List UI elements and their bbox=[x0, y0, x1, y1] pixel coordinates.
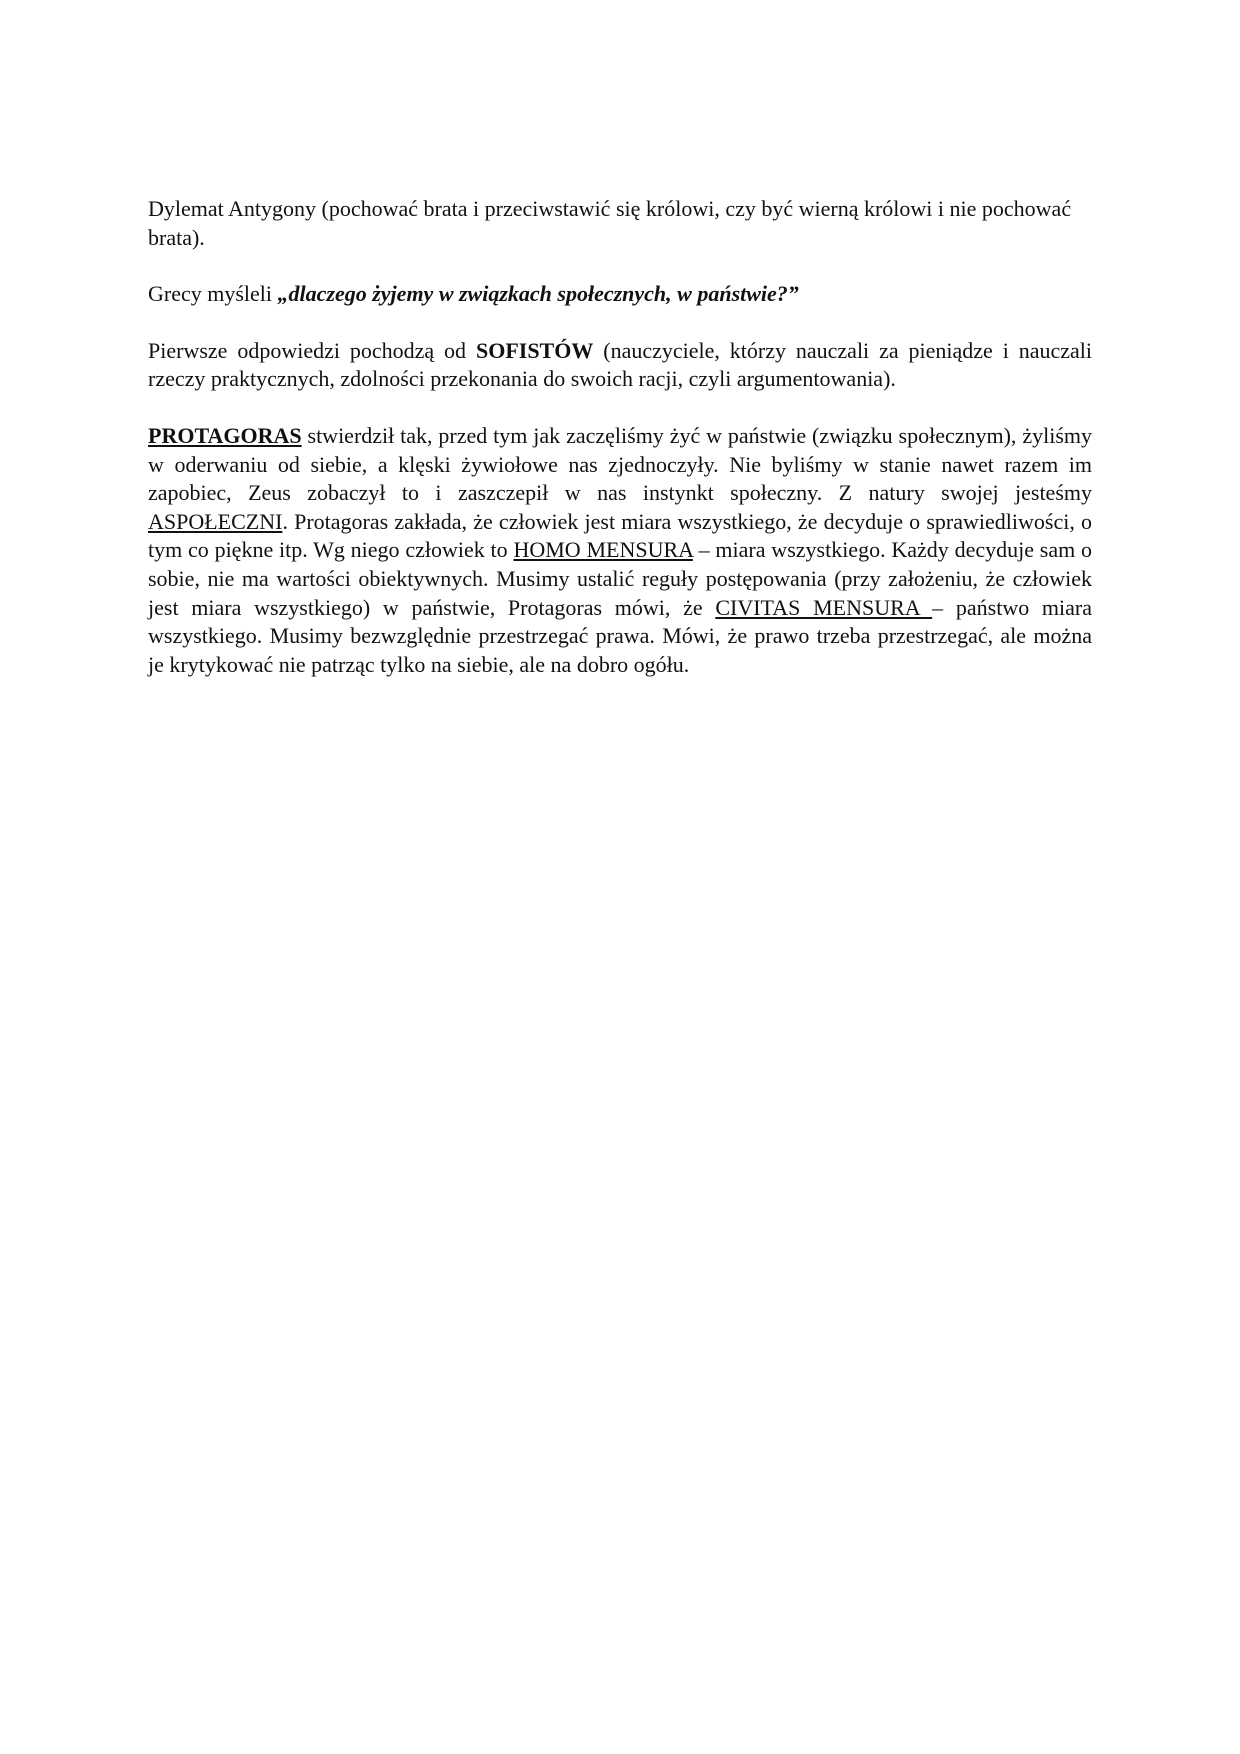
greek-question-quote: „dlaczego żyjemy w związkach społecznych, w państwie?” bbox=[277, 281, 799, 307]
protagoras-text-2: . Protagoras zakłada, że człowiek jest miara wszystkiego, że decyduje o sprawiedliwości, o tym co piękne itp. Wg niego człowiek to bbox=[148, 508, 1092, 563]
protagoras-text-4: – państwo miara wszystkiego. Musimy bezwzględnie przestrzegać prawa. Mówi, że prawo trzeba przestrzegać, ale można je krytykować nie patrząc tylko na siebie, ale na dobro ogółu. bbox=[148, 594, 1093, 677]
sophists-lead: Pierwsze odpowiedzi pochodzą od bbox=[148, 337, 476, 363]
term-homo-mensura: HOMO MENSURA bbox=[513, 537, 693, 563]
paragraph-protagoras bbox=[148, 422, 1092, 679]
protagoras-name: PROTAGORAS bbox=[148, 422, 302, 448]
paragraph-greek-question bbox=[148, 280, 1092, 309]
protagoras-text-3: – miara wszystkiego. Każdy decyduje sam o sobie, nie ma wartości obiektywnych. Musimy ustalić reguły postępowania (przy założeniu, że człowiek jest miara wszystkiego) w państwie, Protagoras mówi, że bbox=[148, 537, 1092, 620]
protagoras-text-1: stwierdził tak, przed tym jak zaczęliśmy żyć w państwie (związku społecznym), żyliśmy w oderwaniu od siebie, a klęski żywiołowe nas zjednoczyły. Nie byliśmy w stanie nawet razem im zapobiec, Zeus zobaczył to i zaszczepił w nas instynkt społeczny. Z natury swojej jesteśmy bbox=[148, 422, 1092, 506]
term-civitas-mensura: CIVITAS MENSURA bbox=[715, 594, 933, 620]
paragraph-antigone-dilemma bbox=[148, 195, 1092, 252]
greek-question-lead: Grecy myśleli bbox=[148, 281, 278, 307]
document-body bbox=[148, 195, 1092, 707]
paragraph-sophists bbox=[148, 337, 1092, 394]
sophists-rest: (nauczyciele, którzy nauczali za pieniądze i nauczali rzeczy praktycznych, zdolności przekonania do swoich racji, czyli argumentowania). bbox=[148, 337, 1092, 392]
sophists-term: SOFISTÓW bbox=[475, 337, 594, 363]
term-aspoleczni: ASPOŁECZNI bbox=[148, 508, 283, 534]
antigone-text: Dylemat Antygony (pochować brata i przeciwstawić się królowi, czy być wierną królowi i nie pochować brata). bbox=[148, 196, 1072, 250]
